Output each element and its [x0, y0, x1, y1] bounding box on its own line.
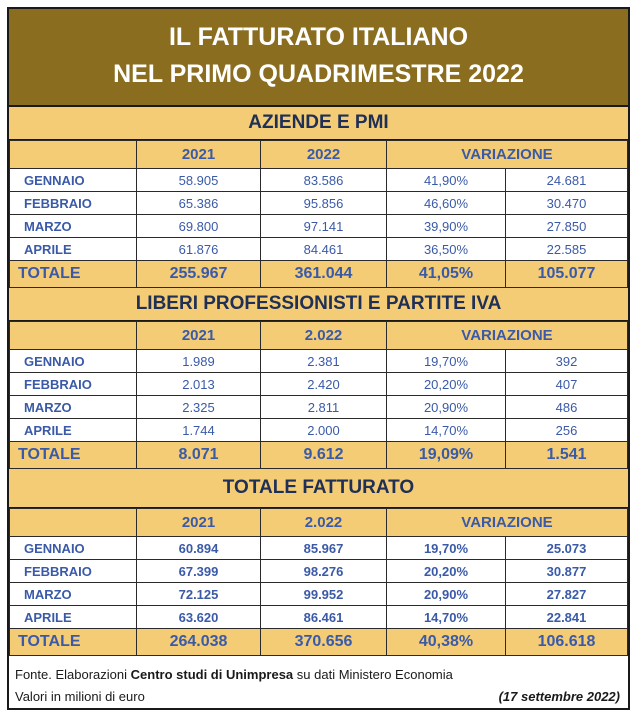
- source-line: [15, 664, 622, 686]
- row-label: MARZO: [10, 215, 137, 238]
- title-line-2: NEL PRIMO QUADRIMESTRE 2022: [113, 60, 524, 88]
- total-diff: 1.541: [506, 442, 628, 469]
- total-row: [10, 261, 628, 288]
- cell-2021: 2.013: [137, 373, 261, 396]
- total-pct: 40,38%: [387, 629, 506, 656]
- cell-diff: 30.877: [506, 560, 628, 583]
- cell-2022: 2.381: [261, 350, 387, 373]
- cell-diff: 407: [506, 373, 628, 396]
- table-row: [10, 396, 628, 419]
- cell-pct: 19,70%: [387, 537, 506, 560]
- col-2021-header: 2021: [137, 509, 261, 537]
- cell-pct: 41,90%: [387, 169, 506, 192]
- row-label: FEBBRAIO: [10, 192, 137, 215]
- table-row: [10, 238, 628, 261]
- source-prefix: Fonte. Elaborazioni: [15, 667, 128, 682]
- table-row: [10, 419, 628, 442]
- cell-diff: 30.470: [506, 192, 628, 215]
- table-row: [10, 560, 628, 583]
- footer-note: [9, 656, 628, 708]
- source-name: Centro studi di Unimpresa: [130, 667, 294, 682]
- table-row: [10, 606, 628, 629]
- total-label: TOTALE: [10, 442, 137, 469]
- col-2022-header: 2.022: [261, 509, 387, 537]
- section-heading-totale: TOTALE FATTURATO: [9, 469, 628, 508]
- table-row: [10, 192, 628, 215]
- cell-diff: 27.827: [506, 583, 628, 606]
- table-header-row: [10, 322, 628, 350]
- cell-2021: 67.399: [137, 560, 261, 583]
- table-row: [10, 373, 628, 396]
- cell-pct: 20,90%: [387, 583, 506, 606]
- cell-diff: 392: [506, 350, 628, 373]
- row-label: MARZO: [10, 583, 137, 606]
- cell-2021: 2.325: [137, 396, 261, 419]
- total-pct: 41,05%: [387, 261, 506, 288]
- total-row: [10, 629, 628, 656]
- row-label: FEBBRAIO: [10, 373, 137, 396]
- total-2022: 9.612: [261, 442, 387, 469]
- total-2021: 8.071: [137, 442, 261, 469]
- col-variazione-header: VARIAZIONE: [387, 509, 628, 537]
- table-row: [10, 215, 628, 238]
- cell-2022: 97.141: [261, 215, 387, 238]
- cell-pct: 46,60%: [387, 192, 506, 215]
- table-row: [10, 583, 628, 606]
- empty-header-cell: [10, 141, 137, 169]
- cell-pct: 39,90%: [387, 215, 506, 238]
- cell-2022: 2.000: [261, 419, 387, 442]
- total-diff: 106.618: [506, 629, 628, 656]
- cell-2021: 72.125: [137, 583, 261, 606]
- col-2022-header: 2022: [261, 141, 387, 169]
- table-header-row: [10, 509, 628, 537]
- total-label: TOTALE: [10, 261, 137, 288]
- cell-pct: 36,50%: [387, 238, 506, 261]
- cell-pct: 20,90%: [387, 396, 506, 419]
- row-label: APRILE: [10, 238, 137, 261]
- cell-diff: 22.585: [506, 238, 628, 261]
- col-2022-header: 2.022: [261, 322, 387, 350]
- cell-2022: 84.461: [261, 238, 387, 261]
- total-2022: 370.656: [261, 629, 387, 656]
- cell-pct: 14,70%: [387, 419, 506, 442]
- total-label: TOTALE: [10, 629, 137, 656]
- source-suffix: su dati Ministero Economia: [296, 667, 453, 682]
- cell-2022: 95.856: [261, 192, 387, 215]
- total-pct: 19,09%: [387, 442, 506, 469]
- cell-pct: 19,70%: [387, 350, 506, 373]
- cell-2022: 99.952: [261, 583, 387, 606]
- row-label: FEBBRAIO: [10, 560, 137, 583]
- total-2021: 255.967: [137, 261, 261, 288]
- col-2021-header: 2021: [137, 322, 261, 350]
- cell-2021: 65.386: [137, 192, 261, 215]
- cell-2021: 61.876: [137, 238, 261, 261]
- cell-2021: 1.989: [137, 350, 261, 373]
- table-row: [10, 169, 628, 192]
- cell-diff: 256: [506, 419, 628, 442]
- table-aziende: [9, 140, 628, 288]
- total-2022: 361.044: [261, 261, 387, 288]
- total-2021: 264.038: [137, 629, 261, 656]
- total-row: [10, 442, 628, 469]
- cell-pct: 20,20%: [387, 560, 506, 583]
- total-diff: 105.077: [506, 261, 628, 288]
- report-frame: [7, 7, 630, 710]
- cell-2022: 2.420: [261, 373, 387, 396]
- cell-2022: 98.276: [261, 560, 387, 583]
- cell-diff: 27.850: [506, 215, 628, 238]
- cell-diff: 24.681: [506, 169, 628, 192]
- row-label: APRILE: [10, 606, 137, 629]
- row-label: GENNAIO: [10, 350, 137, 373]
- cell-2021: 60.894: [137, 537, 261, 560]
- page-title: [9, 9, 628, 107]
- cell-diff: 486: [506, 396, 628, 419]
- cell-2022: 86.461: [261, 606, 387, 629]
- cell-2022: 85.967: [261, 537, 387, 560]
- col-variazione-header: VARIAZIONE: [387, 322, 628, 350]
- col-variazione-header: VARIAZIONE: [387, 141, 628, 169]
- publication-date: (17 settembre 2022): [498, 689, 620, 704]
- col-2021-header: 2021: [137, 141, 261, 169]
- row-label: GENNAIO: [10, 537, 137, 560]
- empty-header-cell: [10, 509, 137, 537]
- cell-pct: 14,70%: [387, 606, 506, 629]
- section-heading-aziende: AZIENDE E PMI: [9, 107, 628, 140]
- table-row: [10, 537, 628, 560]
- cell-pct: 20,20%: [387, 373, 506, 396]
- cell-2021: 58.905: [137, 169, 261, 192]
- empty-header-cell: [10, 322, 137, 350]
- table-professionisti: [9, 321, 628, 469]
- table-totale: [9, 508, 628, 656]
- row-label: GENNAIO: [10, 169, 137, 192]
- table-row: [10, 350, 628, 373]
- cell-2021: 63.620: [137, 606, 261, 629]
- cell-2022: 2.811: [261, 396, 387, 419]
- units-line: Valori in milioni di euro: [15, 689, 145, 704]
- cell-2021: 69.800: [137, 215, 261, 238]
- table-header-row: [10, 141, 628, 169]
- row-label: APRILE: [10, 419, 137, 442]
- section-heading-professionisti: LIBERI PROFESSIONISTI E PARTITE IVA: [9, 288, 628, 321]
- title-line-1: IL FATTURATO ITALIANO: [168, 23, 469, 51]
- cell-2022: 83.586: [261, 169, 387, 192]
- cell-2021: 1.744: [137, 419, 261, 442]
- cell-diff: 22.841: [506, 606, 628, 629]
- cell-diff: 25.073: [506, 537, 628, 560]
- row-label: MARZO: [10, 396, 137, 419]
